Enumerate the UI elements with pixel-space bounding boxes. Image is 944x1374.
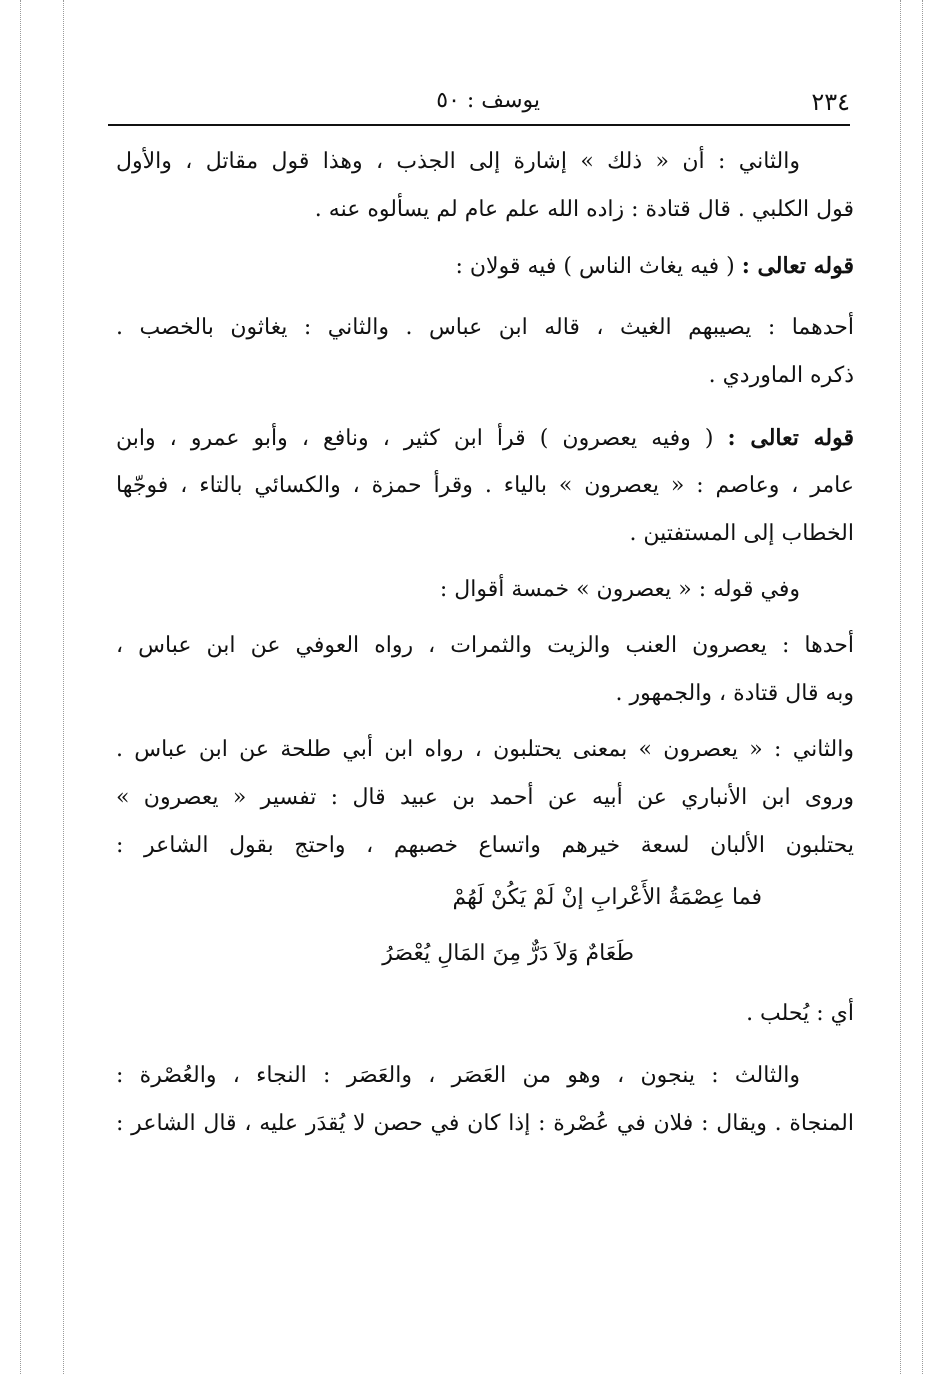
text-line: الخطاب إلى المستفتين . [629,521,854,546]
page-body [116,138,854,1148]
header-rule [108,124,850,126]
page-header [108,88,850,122]
page-edge-left [20,0,21,1374]
poem-verse-second: طَعَامٌ وَلاَ دَرٌّ مِنَ المَالِ يُعْصَرُ [382,941,634,966]
verse-text: ( فيه يغاث الناس ) فيه قولان : [455,254,735,279]
page-edge-right-inner [900,0,901,1374]
page-number: ٢٣٤ [811,88,850,116]
text-line: والثالث : ينجون ، وهو من العَصَر ، والعَصَر : النجاء ، والعُصْرة : [116,1063,800,1088]
text-line: قول الكلبي . قال قتادة : زاده الله علم عام لم يسألوه عنه . [314,197,854,222]
paragraph-line [116,414,854,462]
text-line: وفي قوله : « يعصرون » خمسة أقوال : [439,577,800,602]
verse-label: قوله تعالى : [741,253,854,279]
page-edge-right [922,0,923,1374]
text-line: والثاني : « يعصرون » بمعنى يحتلبون ، رواه ابن أبي طلحة عن ابن عباس . [116,737,854,762]
running-head: يوسف : ٥٠ [436,88,540,113]
poem-verse-first: فما عِصْمَةُ الأَعْرابِ إنْ لَمْ يَكُنْ لَهُمْ [452,885,762,910]
verse-text: ( وفيه يعصرون ) قرأ ابن كثير ، ونافع ، وأبو عمرو ، وابن [116,426,714,451]
text-line: ذكره الماوردي . [708,363,854,388]
page-edge-left-inner [63,0,64,1374]
text-line: أحدها : يعصرون العنب والزيت والثمرات ، رواه العوفي عن ابن عباس ، [116,633,854,658]
paragraph-line [116,242,854,290]
text-line: يحتلبون الألبان لسعة خيرهم واتساع خصبهم ، واحتج بقول الشاعر : [116,833,854,858]
text-line: أي : يُحلب . [746,1001,854,1026]
text-line: والثاني : أن « ذلك » إشارة إلى الجذب ، وهذا قول مقاتل ، والأول [116,149,800,174]
text-line: عامر ، وعاصم : « يعصرون » بالياء . وقرأ حمزة ، والكسائي بالتاء ، فوجّها [116,473,854,498]
text-line: المنجاة . ويقال : فلان في عُصْرة : إذا كان في حصن لا يُقدَر عليه ، قال الشاعر : [116,1111,854,1136]
text-line: أحدهما : يصيبهم الغيث ، قاله ابن عباس . والثاني : يغاثون بالخصب . [116,315,855,340]
text-line: وروى ابن الأنباري عن أبيه عن أحمد بن عبيد قال : تفسير « يعصرون » [116,785,854,810]
text-line: وبه قال قتادة ، والجمهور . [615,681,854,706]
verse-label: قوله تعالى : [727,425,854,451]
